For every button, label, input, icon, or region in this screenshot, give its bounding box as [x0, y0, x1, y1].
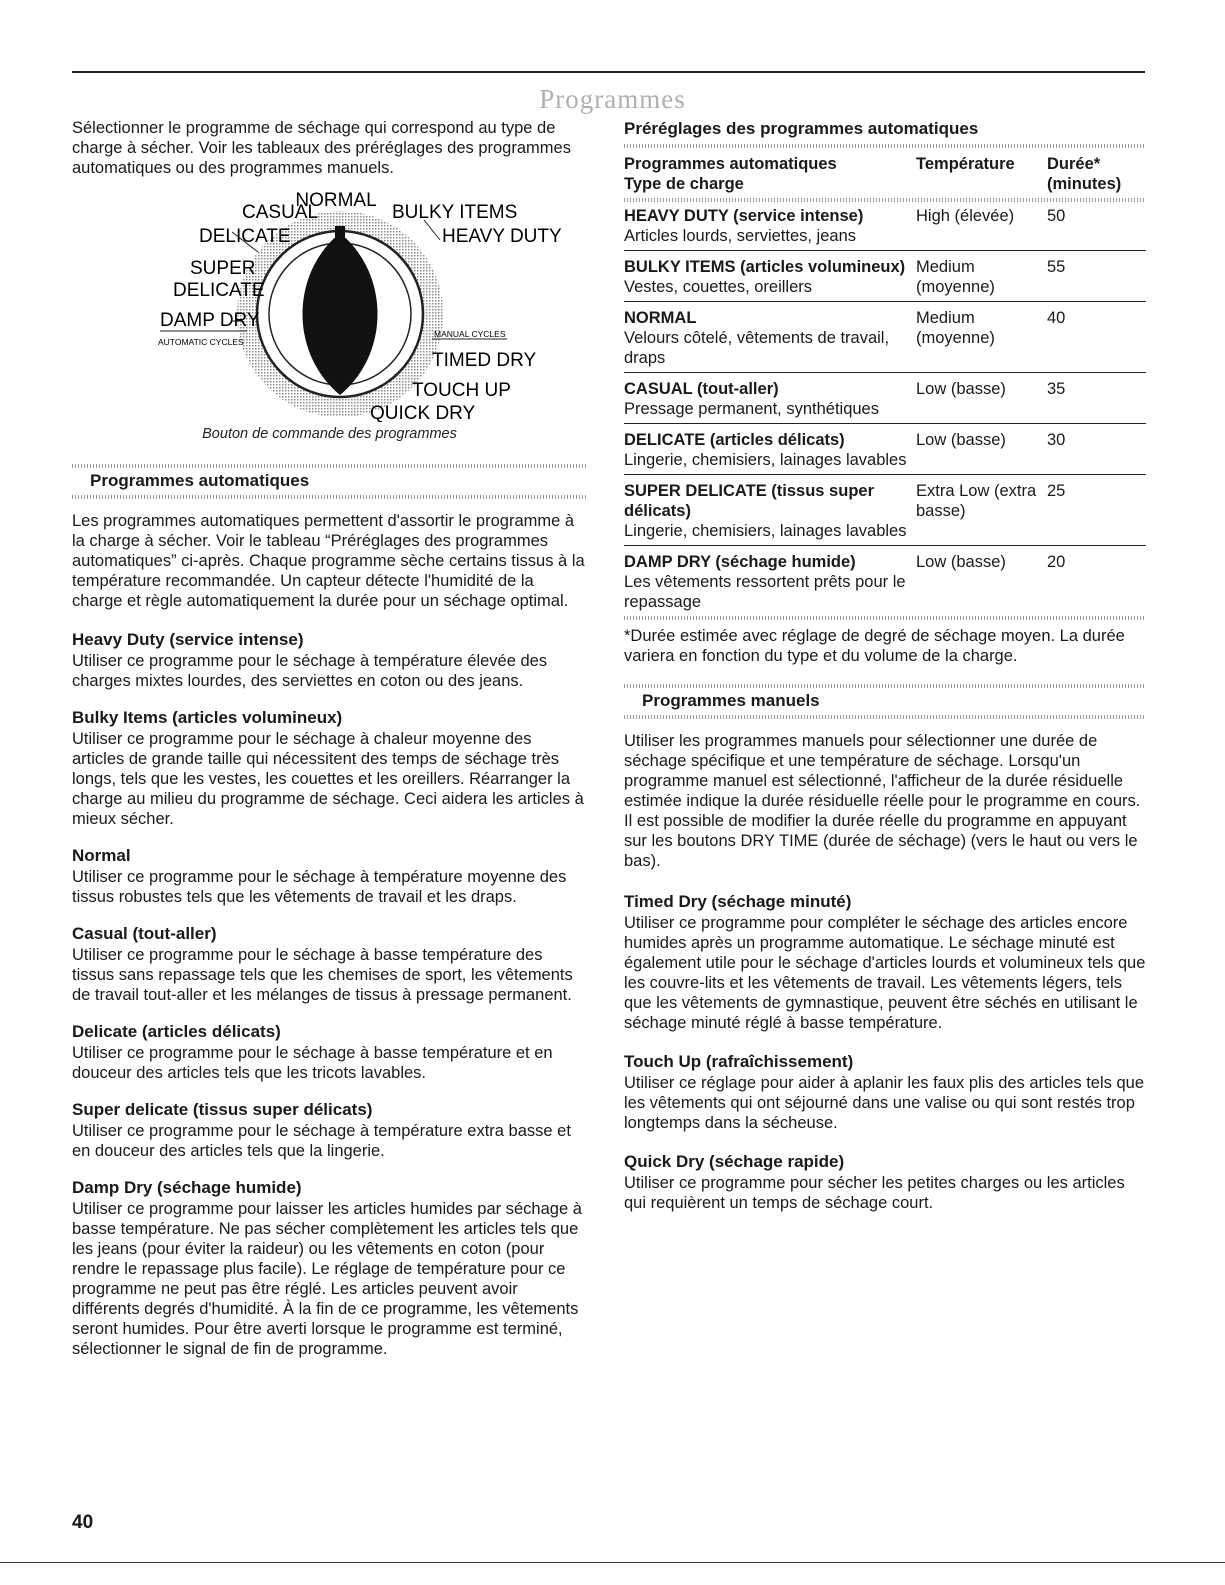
header-temperature: Température	[916, 155, 1015, 173]
table-footnote: *Durée estimée avec réglage de degré de séchage moyen. La durée variera en fonction du type et du volume de la charge.	[624, 627, 1125, 665]
cycle-item	[624, 1151, 1146, 1213]
dial-label-bulky: BULKY ITEMS	[392, 202, 518, 223]
row-cycle-name: NORMAL	[624, 309, 697, 327]
row-temp: Low (basse)	[916, 380, 1006, 398]
auto-presets-table	[624, 148, 1146, 616]
dial-label-heavy: HEAVY DUTY	[442, 226, 562, 247]
row-cycle-name: CASUAL (tout-aller)	[624, 380, 779, 398]
dial-label-timed: TIMED DRY	[432, 350, 537, 371]
dial-label-delicate: DELICATE	[199, 226, 291, 247]
manual-intro-text: Utiliser les programmes manuels pour sélectionner une durée de séchage spécifique et une température de séchage. Lorsqu'un programme manuel est sélectionné, l'afficheur de la durée résiduelle estimée indique la durée résiduelle réelle pour le programme en cours. Il est possible de modifier la durée réelle du programme en appuyant sur les boutons DRY TIME (durée de séchage) (vers le haut ou vers le bas).	[624, 732, 1141, 870]
auto-cycles-heading: Programmes automatiques	[90, 471, 310, 490]
dial-caption: Bouton de commande des programmes	[202, 426, 457, 442]
page-title: Programmes	[539, 84, 686, 114]
table-row	[624, 373, 1146, 424]
row-cycle-name: BULKY ITEMS (articles volumineux)	[624, 258, 906, 276]
header-cycles: Programmes automatiques	[624, 155, 837, 173]
row-load: Articles lourds, serviettes, jeans	[624, 227, 857, 245]
cycle-item-text: Utiliser ce programme pour le séchage à chaleur moyenne des articles de grande taille qui nécessitent des temps de séchage très longs, tels que les vestes, les couettes et les oreillers. Réarranger la charge au milieu du programme de séchage. Ceci aidera les articles à mieux sécher.	[72, 730, 584, 828]
row-load: Pressage permanent, synthétiques	[624, 400, 879, 418]
auto-heading-block	[72, 464, 587, 499]
cycle-dial-figure	[72, 186, 587, 422]
row-load: Lingerie, chemisiers, lainages lavables	[624, 522, 907, 540]
auto-presets-title: Préréglages des programmes automatiques	[624, 119, 979, 138]
row-time: 25	[1047, 482, 1066, 500]
intro-text: Sélectionner le programme de séchage qui correspond au type de charge à sécher. Voir les tableaux des préréglages des programmes automatiques ou des programmes manuels.	[72, 119, 571, 177]
cycle-item	[72, 1099, 587, 1161]
cycle-item-text: Utiliser ce programme pour le séchage à température élevée des charges mixtes lourdes, des serviettes en coton ou des jeans.	[72, 652, 548, 690]
manual-heading-block	[624, 684, 1146, 719]
table-row	[624, 302, 1146, 373]
table-row	[624, 251, 1146, 302]
cycle-item-title: Touch Up (rafraîchissement)	[624, 1052, 854, 1071]
row-cycle-name: HEAVY DUTY (service intense)	[624, 207, 864, 225]
dotted-rule	[72, 495, 587, 499]
cycle-item	[72, 1177, 587, 1359]
cycle-item	[72, 845, 587, 907]
cycle-item-title: Timed Dry (séchage minuté)	[624, 892, 852, 911]
row-temp: Medium (moyenne)	[916, 309, 995, 347]
cycle-item	[72, 1021, 587, 1083]
header-minutes: (minutes)	[1047, 175, 1122, 193]
row-temp: Medium (moyenne)	[916, 258, 995, 296]
cycle-item-text: Utiliser ce réglage pour aider à aplanir les faux plis des articles tels que les vêtements qui ont séjourné dans une valise ou qui sont restés trop longtemps dans la sécheuse.	[624, 1074, 1145, 1132]
cycle-item-text: Utiliser ce programme pour le séchage à température moyenne des tissus robustes tels que les vêtements de travail et les draps.	[72, 868, 567, 906]
table-row	[624, 475, 1146, 546]
cycle-item	[624, 1051, 1146, 1133]
row-cycle-name: SUPER DELICATE (tissus super délicats)	[624, 482, 874, 520]
row-time: 35	[1047, 380, 1066, 398]
row-time: 20	[1047, 553, 1066, 571]
right-column	[624, 118, 1146, 1213]
row-cycle-name: DELICATE (articles délicats)	[624, 431, 845, 449]
left-column	[72, 118, 587, 1359]
cycle-item-text: Utiliser ce programme pour sécher les petites charges ou les articles qui requièrent un temps de séchage court.	[624, 1174, 1125, 1212]
cycle-item	[72, 707, 587, 829]
dial-label-damp: DAMP DRY	[160, 310, 260, 331]
auto-intro-text: Les programmes automatiques permettent d'assortir le programme à la charge à sécher. Voir le tableau “Préréglages des programmes automatiques” ci-après. Chaque programme sèche certains tissus à la température recommandée. Un capteur détecte l'humidité de la charge et règle automatiquement la durée pour un séchage optimal.	[72, 512, 585, 610]
row-time: 50	[1047, 207, 1066, 225]
cycle-item-title: Quick Dry (séchage rapide)	[624, 1152, 845, 1171]
cycle-item-text: Utiliser ce programme pour le séchage à température extra basse et en douceur des articles tels que la lingerie.	[72, 1122, 571, 1160]
table-row	[624, 424, 1146, 475]
row-time: 55	[1047, 258, 1066, 276]
dial-label-quick: QUICK DRY	[370, 403, 476, 422]
page-number: 40	[72, 1512, 94, 1533]
dial-label-super-delicate: DELICATE	[173, 280, 265, 301]
cycle-item-title: Damp Dry (séchage humide)	[72, 1178, 302, 1197]
row-temp: High (élevée)	[916, 207, 1015, 225]
cycle-item-text: Utiliser ce programme pour le séchage à basse température et en douceur des articles tels que les tricots lavables.	[72, 1044, 553, 1082]
row-time: 30	[1047, 431, 1066, 449]
row-load: Velours côtelé, vêtements de travail, draps	[624, 329, 890, 367]
dial-label-automatic-cycles: AUTOMATIC CYCLES	[158, 337, 244, 347]
table-row	[624, 546, 1146, 617]
dial-label-touch: TOUCH UP	[412, 380, 511, 401]
row-load: Vestes, couettes, oreillers	[624, 278, 813, 296]
table-row	[624, 202, 1146, 251]
dotted-rule	[624, 616, 1146, 620]
cycle-item-title: Normal	[72, 846, 131, 865]
header-duration: Durée*	[1047, 155, 1101, 173]
dial-label-manual-cycles: MANUAL CYCLES	[434, 329, 506, 339]
cycle-item-title: Bulky Items (articles volumineux)	[72, 708, 343, 727]
table-header-row	[624, 148, 1146, 194]
cycle-item	[624, 891, 1146, 1033]
cycle-knob-icon	[72, 186, 587, 422]
cycle-item-text: Utiliser ce programme pour le séchage à basse température des tissus sans repassage tels que les chemises de sport, les vêtements de travail tout-aller et les mélanges de tissus à pressage permanent.	[72, 946, 573, 1004]
cycle-item-text: Utiliser ce programme pour laisser les articles humides par séchage à basse température. Ne pas sécher complètement les articles tels que les jeans (pour éviter la raideur) ou les vêtements en coton (pour rendre le repassage plus facile). Le réglage de température pour ce programme ne peut pas être réglé. Les articles peuvent avoir différents degrés d'humidité. À la fin de ce programme, les vêtements seront humides. Pour être averti lorsque le programme est terminé, sélectionner le signal de fin de programme.	[72, 1200, 582, 1358]
row-load: Les vêtements ressortent prêts pour le repassage	[624, 573, 906, 611]
top-rule	[72, 71, 1145, 73]
cycle-item	[72, 923, 587, 1005]
row-cycle-name: DAMP DRY (séchage humide)	[624, 553, 856, 571]
dial-label-casual: CASUAL	[242, 202, 319, 223]
cycle-item	[72, 629, 587, 691]
dial-label-normal: NORMAL	[295, 190, 377, 211]
cycle-item-title: Delicate (articles délicats)	[72, 1022, 281, 1041]
row-temp: Extra Low (extra basse)	[916, 482, 1037, 520]
row-temp: Low (basse)	[916, 431, 1006, 449]
row-load: Lingerie, chemisiers, lainages lavables	[624, 451, 907, 469]
dial-label-super: SUPER	[190, 258, 256, 279]
bottom-rule	[0, 1562, 1225, 1563]
dotted-rule	[624, 715, 1146, 719]
cycle-item-title: Casual (tout-aller)	[72, 924, 217, 943]
row-temp: Low (basse)	[916, 553, 1006, 571]
cycle-item-text: Utiliser ce programme pour compléter le séchage des articles encore humides après un programme automatique. Le séchage minuté est également utile pour le séchage d'articles lourds et volumineux tels que les couvre-lits et les vêtements de travail. Les vêtements légers, tels que les vêtements de gymnastique, peuvent être séchés en utilisant le séchage minuté réglé à basse température.	[624, 914, 1146, 1032]
header-load-type: Type de charge	[624, 175, 744, 193]
row-time: 40	[1047, 309, 1066, 327]
cycle-item-title: Heavy Duty (service intense)	[72, 630, 304, 649]
manual-cycles-heading: Programmes manuels	[642, 691, 820, 710]
cycle-item-title: Super delicate (tissus super délicats)	[72, 1100, 373, 1119]
